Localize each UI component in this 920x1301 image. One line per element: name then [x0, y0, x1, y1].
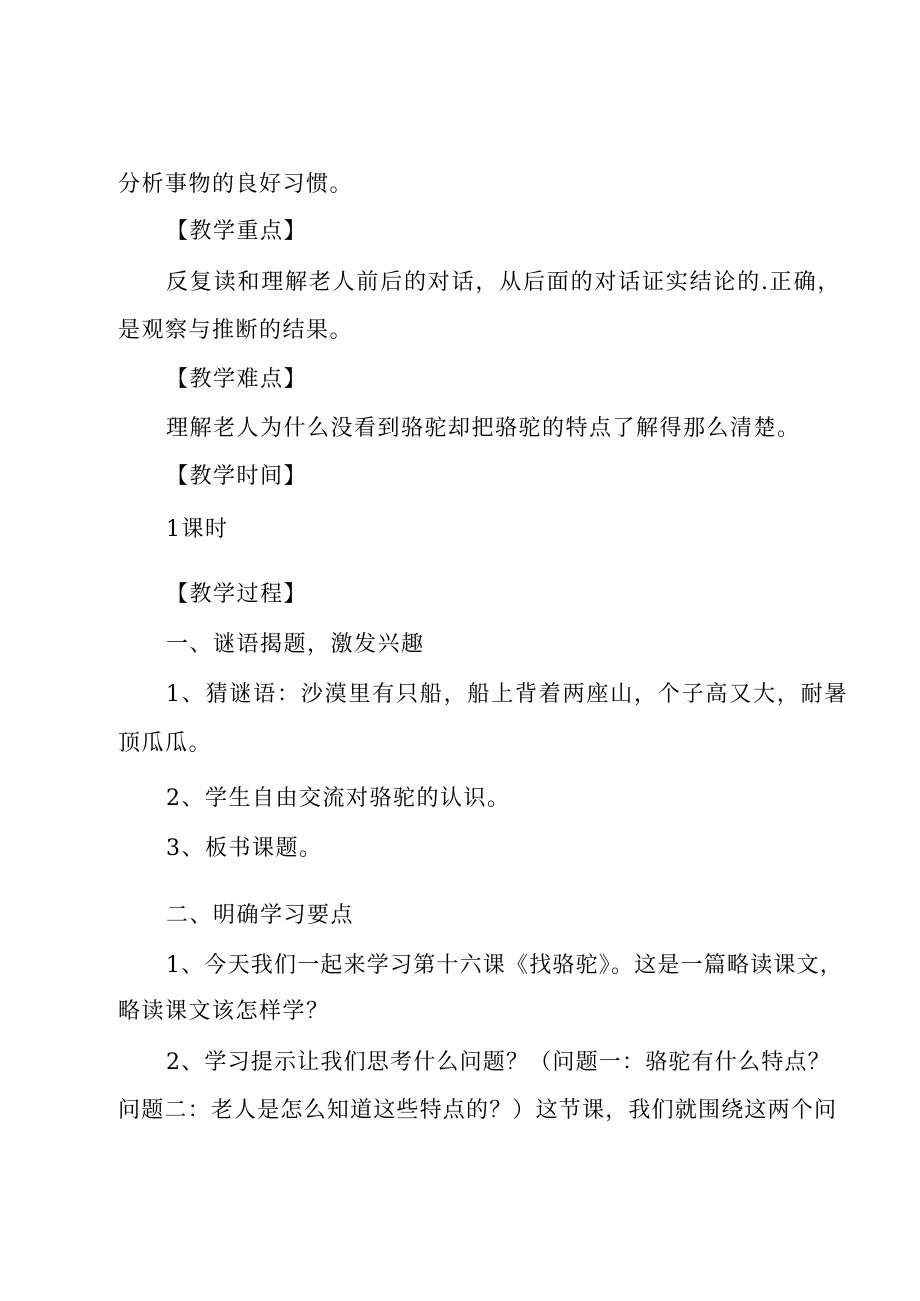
subsection-heading: 二、明确学习要点: [166, 903, 355, 928]
paragraph-continuation-line: 是观察与推断的结果。: [118, 318, 354, 343]
paragraph-continuation-line: 分析事物的良好习惯。: [118, 172, 354, 197]
section-heading-teaching-time: 【教学时间】: [166, 464, 308, 489]
list-item-line: 3、板书课题。: [166, 836, 323, 861]
list-item-continuation-line: 问题二：老人是怎么知道这些特点的？）这节课，我们就围绕这两个问: [118, 1098, 838, 1123]
section-heading-teaching-focus: 【教学重点】: [166, 219, 308, 244]
paragraph-line: 理解老人为什么没看到骆驼却把骆驼的特点了解得那么清楚。: [166, 416, 801, 441]
list-item-continuation-line: 顶瓜瓜。: [118, 731, 213, 756]
list-item-line: 2、学习提示让我们思考什么问题？（问题一：骆驼有什么特点？: [166, 1050, 831, 1075]
paragraph-line: 反复读和理解老人前后的对话，从后面的对话证实结论的.正确，: [166, 270, 842, 295]
list-item-line: 2、学生自由交流对骆驼的认识。: [166, 786, 511, 811]
paragraph-line: 1课时: [166, 517, 229, 542]
list-item-line: 1、今天我们一起来学习第十六课《找骆驼》。这是一篇略读课文，: [166, 953, 843, 978]
subsection-heading: 一、谜语揭题，激发兴趣: [166, 632, 425, 657]
section-heading-teaching-process: 【教学过程】: [166, 582, 308, 607]
section-heading-teaching-difficulty: 【教学难点】: [166, 367, 308, 392]
list-item-line: 1、猜谜语：沙漠里有只船，船上背着两座山，个子高又大，耐暑: [166, 682, 849, 707]
list-item-continuation-line: 略读课文该怎样学？: [118, 999, 330, 1024]
